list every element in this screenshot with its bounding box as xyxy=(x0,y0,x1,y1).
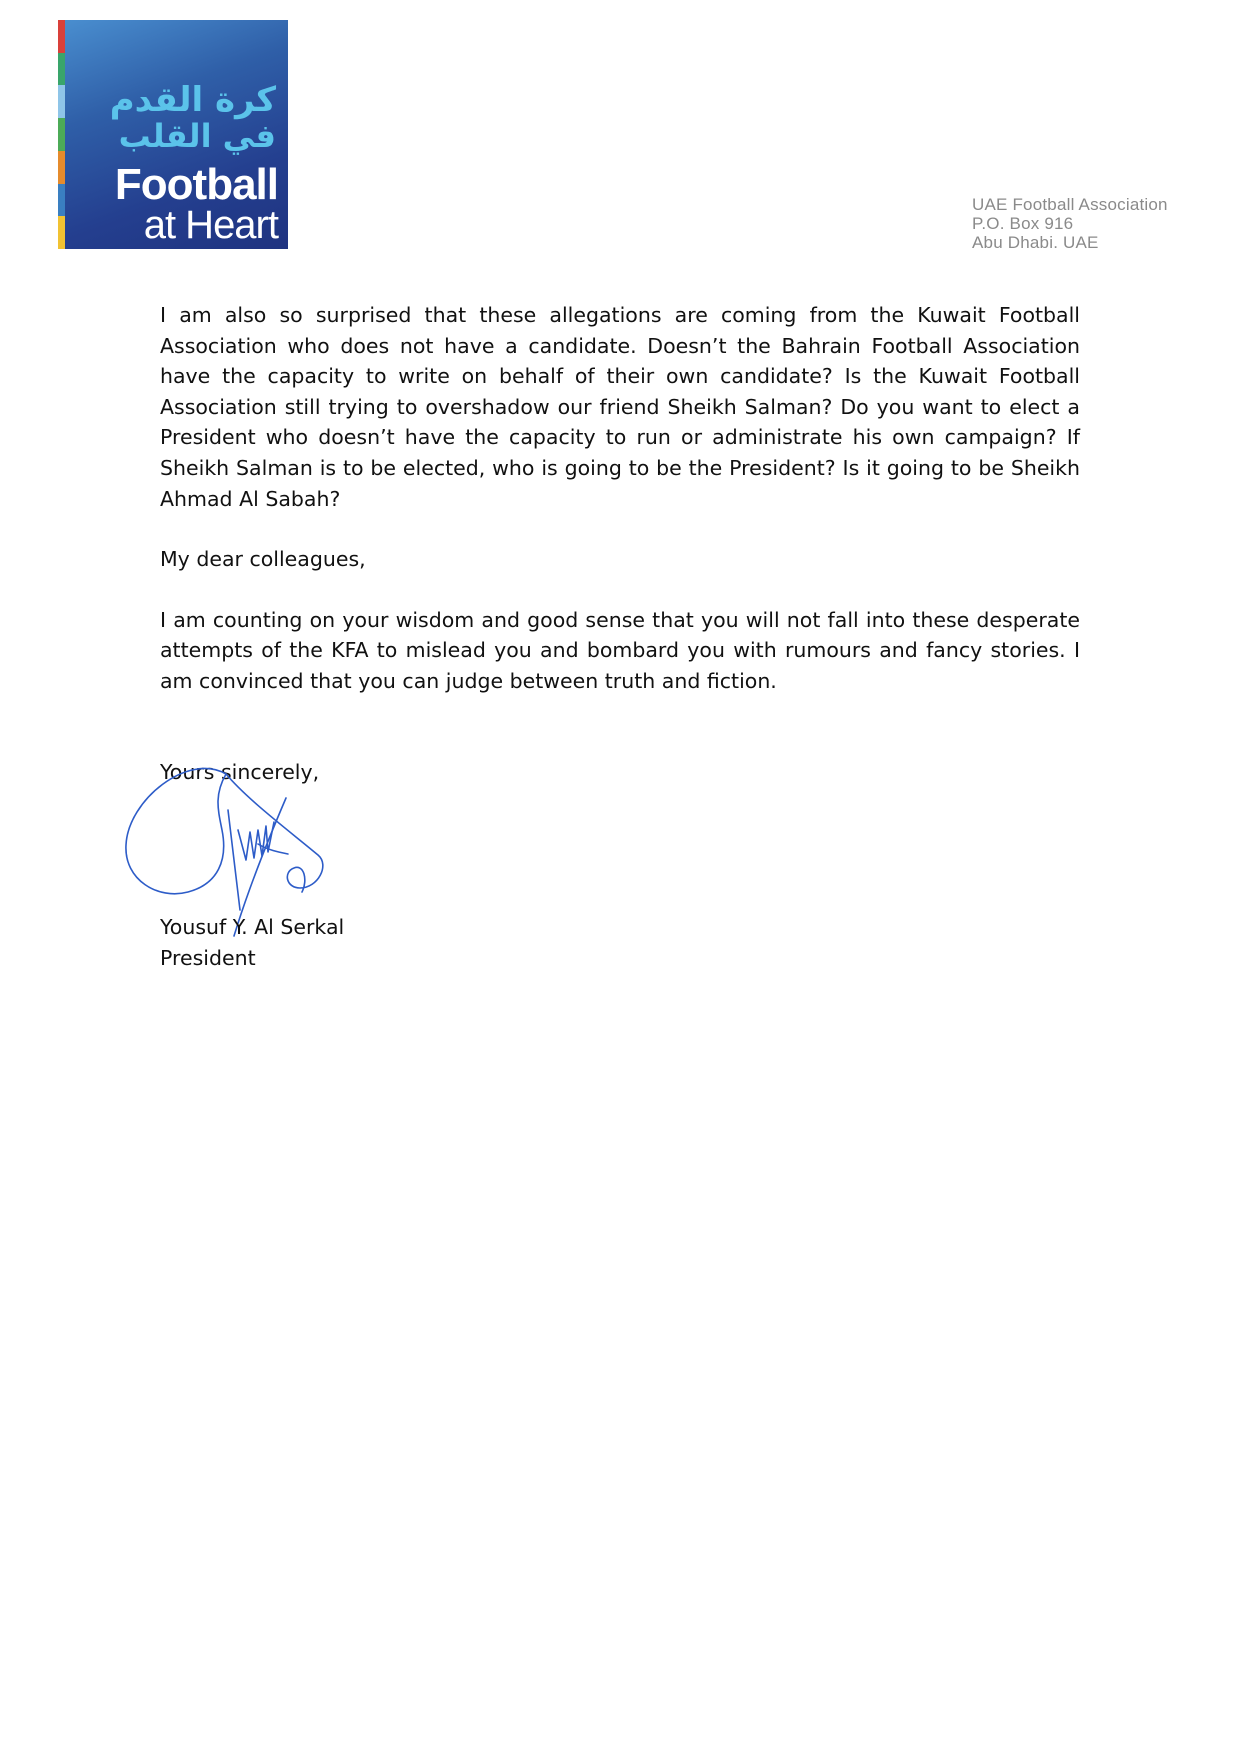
logo-arabic-line2: في القلب xyxy=(118,117,276,155)
logo-word-at-heart: at Heart xyxy=(143,203,278,247)
paragraph-appeal: I am counting on your wisdom and good sense that you will not fall into these desperate attempts of the KFA to mislead you and bombard you with rumours and fancy stories. I am convinced that you can judge between truth and fiction. xyxy=(160,607,1080,693)
logo-word-football: Football xyxy=(114,160,278,209)
logo-color-stripe xyxy=(58,20,65,249)
football-at-heart-logo xyxy=(58,20,288,249)
signer-block xyxy=(160,912,344,973)
signer-name: Yousuf Y. Al Serkal xyxy=(160,915,345,939)
address-line-po-box: P.O. Box 916 xyxy=(972,214,1074,233)
sender-address xyxy=(972,195,1168,252)
address-line-city: Abu Dhabi. UAE xyxy=(972,233,1099,252)
logo-arabic-line1: كرة القدم xyxy=(109,80,276,120)
address-line-organisation: UAE Football Association xyxy=(972,195,1168,214)
greeting: My dear colleagues, xyxy=(160,547,366,572)
letter-body xyxy=(160,300,1080,787)
logo-arabic-text xyxy=(76,82,276,154)
signer-title: President xyxy=(160,945,256,970)
paragraph-allegations: I am also so surprised that these allegations are coming from the Kuwait Football Association who does not have a candidate. Doesn’t the Bahrain Football Association have the capacity to write on behalf of their own candidate? Is the Kuwait Football Association still trying to overshadow our friend Sheikh Salman? Do you want to elect a President who doesn’t have the capacity to run or administrate his own campaign? If Sheikh Salman is to be elected, who is going to be the President? Is it going to be Sheikh Ahmad Al Sabah? xyxy=(160,303,1080,511)
closing-salutation: Yours sincerely, xyxy=(160,759,320,784)
